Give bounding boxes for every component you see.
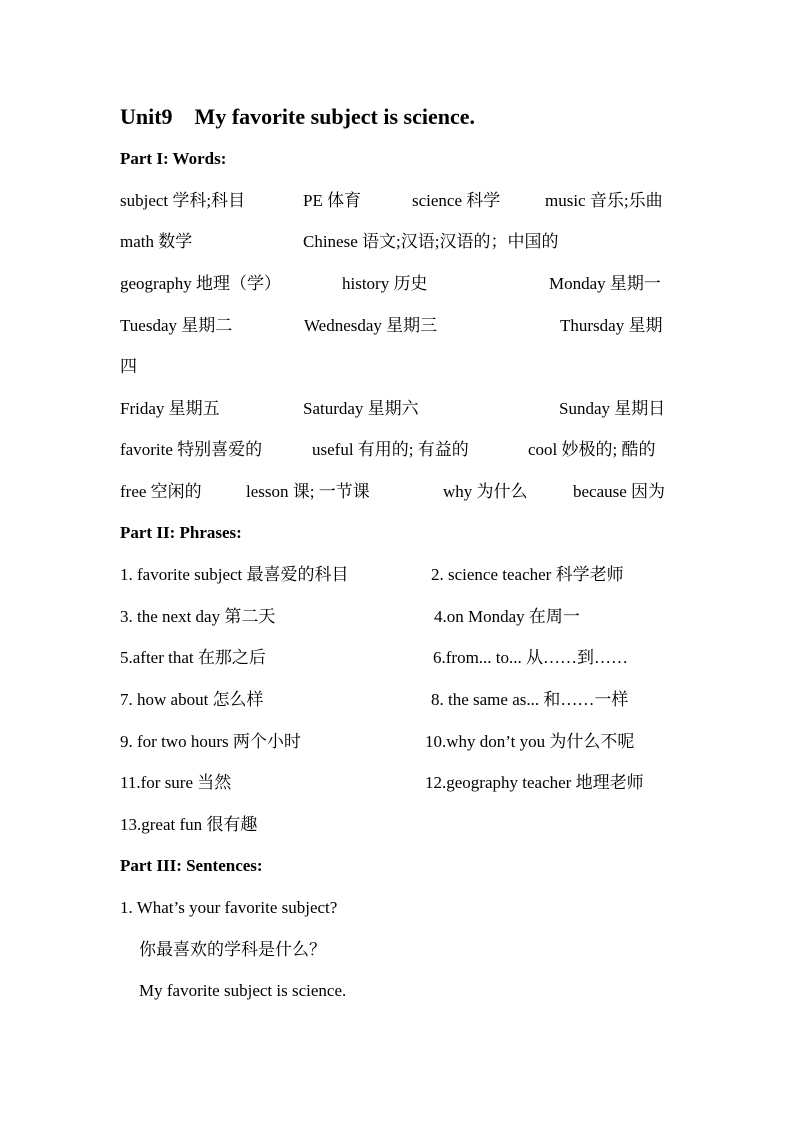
word-item: Wednesday 星期三	[304, 316, 438, 335]
phrase-item: 3. the next day 第二天	[120, 607, 276, 626]
phrase-row	[120, 563, 676, 591]
word-item: science 科学	[412, 191, 501, 210]
phrase-row	[120, 813, 676, 841]
word-item: why 为什么	[443, 482, 528, 501]
part1-heading: Part I: Words:	[120, 149, 227, 168]
word-row	[120, 438, 676, 466]
word-item: music 音乐;乐曲	[545, 191, 663, 210]
word-item: history 历史	[342, 274, 428, 293]
phrase-row	[120, 730, 676, 758]
phrase-item: 11.for sure 当然	[120, 773, 232, 792]
phrase-item: 10.why don’t you 为什么不呢	[425, 732, 635, 751]
word-row	[120, 355, 676, 383]
word-item: 四	[120, 357, 137, 376]
sentence-translation: 你最喜欢的学科是什么？	[139, 940, 326, 959]
word-row	[120, 480, 676, 508]
word-item: geography 地理（学）	[120, 274, 282, 293]
sentence-question: 1. What’s your favorite subject?	[120, 898, 338, 917]
word-item: free 空闲的	[120, 482, 202, 501]
phrase-item: 4.on Monday 在周一	[434, 607, 580, 626]
phrase-item: 6.from... to... 从……到……	[433, 648, 629, 667]
word-row	[120, 189, 676, 217]
word-item: Friday 星期五	[120, 399, 220, 418]
phrase-row	[120, 688, 676, 716]
word-item: Thursday 星期	[560, 316, 663, 335]
page-title: Unit9 My favorite subject is science.	[120, 104, 475, 129]
word-item: PE 体育	[303, 191, 362, 210]
phrase-item: 13.great fun 很有趣	[120, 815, 258, 834]
word-row	[120, 230, 676, 258]
word-item: Saturday 星期六	[303, 399, 419, 418]
word-item: Sunday 星期日	[559, 399, 666, 418]
word-item: subject 学科;科目	[120, 191, 246, 210]
phrase-item: 1. favorite subject 最喜爱的科目	[120, 565, 349, 584]
word-row	[120, 397, 676, 425]
phrase-item: 12.geography teacher 地理老师	[425, 773, 644, 792]
phrase-item: 9. for two hours 两个小时	[120, 732, 301, 751]
word-item: math 数学	[120, 232, 193, 251]
word-item: because 因为	[573, 482, 666, 501]
phrase-row	[120, 646, 676, 674]
part3-heading: Part III: Sentences:	[120, 856, 263, 875]
phrase-item: 5.after that 在那之后	[120, 648, 266, 667]
word-item: Chinese 语文;汉语;汉语的；中国的	[303, 232, 559, 251]
word-item: cool 妙极的; 酷的	[528, 440, 656, 459]
word-row	[120, 272, 676, 300]
phrase-item: 2. science teacher 科学老师	[431, 565, 624, 584]
phrase-row	[120, 771, 676, 799]
phrase-item: 8. the same as... 和……一样	[431, 690, 629, 709]
phrase-row	[120, 605, 676, 633]
phrase-item: 7. how about 怎么样	[120, 690, 264, 709]
word-row	[120, 314, 676, 342]
word-item: useful 有用的; 有益的	[312, 440, 469, 459]
word-item: Monday 星期一	[549, 274, 661, 293]
word-item: Tuesday 星期二	[120, 316, 233, 335]
word-item: favorite 特别喜爱的	[120, 440, 263, 459]
part2-heading: Part II: Phrases:	[120, 523, 242, 542]
word-item: lesson 课; 一节课	[246, 482, 370, 501]
sentence-answer: My favorite subject is science.	[139, 981, 347, 1000]
